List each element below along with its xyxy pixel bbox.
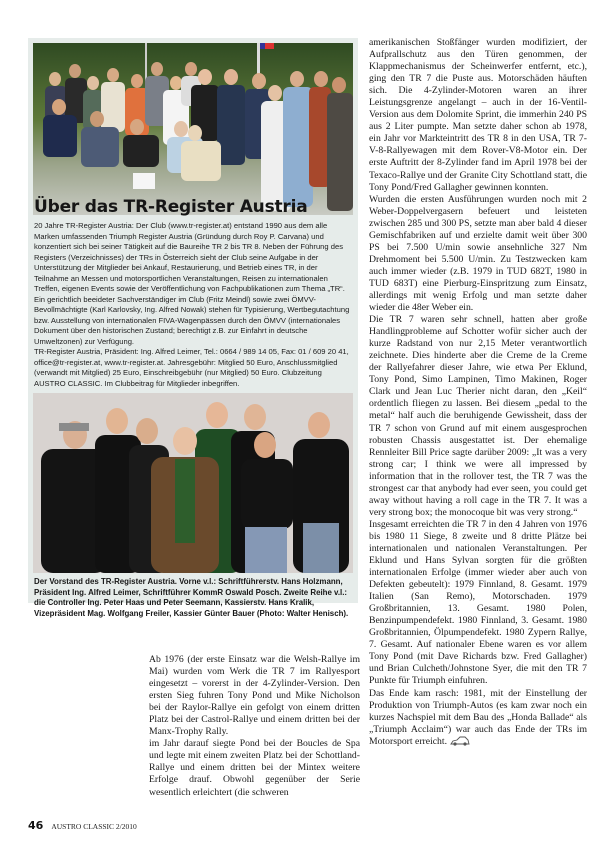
info-box-text [34,221,352,389]
info-paragraph: Ein gerichtlich beeideter Sachverständiger im Club (Fritz Meindl) sowie zwei ÖMVV-Bevollmächtigte (Karl Karlovsky, Ing. Alfred Nowak) stehen für Typisierung, Wertbegutachtung bzw. Ausstellung von internationalen FIVA-Wagenpässen durch den ÖMVV (internationales Dokument über den historischen Zustand; berechtigt z.B. zur Einfahrt in deutsche Umweltzonen) zur Verfügung. [34,294,350,346]
photo-caption: Der Vorstand des TR-Register Austria. Vorne v.l.: Schriftführerstv. Hans Holzmann, Präsident Ing. Alfred Leimer, Schriftführer KommR Oswald Posch. Zweite Reihe v.l.: die Controller Ing. Peter Haas und Peter Seemann, Kassierstv. Hans Kralik, Vizepräsident Mag. Wolfgang Freiler, Kassier Günter Bauer (Photo: Walter Henisch). [34,577,349,618]
page-number: 46 [28,819,44,832]
page-footer [28,816,137,834]
car-end-mark-icon [450,736,470,746]
article-paragraph-final [369,688,587,748]
magazine-issue: AUSTRO CLASSIC 2/2010 [51,822,137,831]
group-photo-members [33,43,353,215]
board-photo [33,393,353,573]
article-paragraph: Die TR 7 waren sehr schnell, hatten aber große Handlingprobleme auf Schotter wofür sicher auch der kurze Radstand von nur 2,15 Meter verantwortlich zeichnete. Dies hinderte aber die Creme de la Creme der Rallyefahrer dieser Jahre, wie etwa Per Eklund, Tony Pond, Simo Lampinen, Timo Makinen, Roger Clark und Jean Luc Therier nicht daran, den „Keil“ ordentlich fliegen zu lassen. Bei diesem „pedal to the metal“ half auch die beruhigende Gewissheit, dass der TR 7 schon von Grund auf mit einem ausgesprochen robusten Chassis ausgestattet ist. Der ehemalige Rennleiter Bill Price sagte darüber 2009: „It was a very strong car; I think we were all impressed by information that in the rollover test, the TR 7 was the strongest car that anybody had ever seen, you could get away without having a roll cage in the TR 7. It was a very strong box; the monocoque bit was very strong.“ [369,314,587,518]
article-column-left [149,654,360,799]
info-paragraph: 20 Jahre TR-Register Austria: Der Club (www.tr-register.at) entstand 1990 aus dem alle Marken umfassenden Triumph Register Austria (Gründung durch Roy P. Carvana) und konzentiert sich bei seiner Tätigkeit auf die Baureihe TR 2 bis TR 8. Neben der Führung des Registers (Verzeichnisses) der TRs in Österreich sieht der Club seine Aufgabe in der Unterstützung der Mitglieder bei Ankauf, Restaurierung, und Betrieb eines TR, in der Teilnahme an Messen und motorsportlichen Veranstaltungen, Reisen zu internationalen Treffen, eigenen Events sowie der Veröffentlichung von Fachpublikationen zum Thema „TR“. [34,221,345,293]
info-paragraph: TR-Register Austria, Präsident: Ing. Alfred Leimer, Tel.: 0664 / 989 14 05, Fax: 01 / 609 20 41, office@tr-register.at, www.tr-register.at. Jahresgebühr: Mitglied 50 Euro, Anschlussmitglied (verwandt mit Mitglied) 25 Euro, Einschreibgebühr (nur Mitglied) 50 Euro. Clubzeitung AUSTRO CLASSIC. Im Clubbeitrag für Mitglieder inbegriffen. [34,347,349,388]
article-final-text: Das Ende kam rasch: 1981, mit der Einstellung der Produktion von Triumph-Autos (es kam zwar noch ein kurzes Nachspiel mit dem Bau des „Honda Ballade“ als „Triumph Acclaim“) war auch das Ende der TRs im Motorsport erreicht. [369,687,587,747]
article-column-right [369,37,587,748]
info-box-title: Über das TR-Register Austria [34,197,308,217]
article-paragraph: Wurden die ersten Ausführungen wurden noch mit 2 Weber-Doppelvergasern befeuert und leisteten zwischen 285 und 300 PS, setzte man aber bald 4 dieser Gemischfabriken auf und erzielte damit weit über 300 PS bei 7.500 U/min sowie ansehnliche 327 Nm Drehmoment bei 5.500 U/min. Zu Testzwecken kam auch immer wieder (z.B. 1979 in TUD 682T, 1980 in TUD 683T) eine Pierburg-Einspritzung zum Einsatz, allerdings mit wenig Erfolg und man setzte daher wieder die 48er Weber ein. [369,193,587,314]
article-paragraph: amerikanischen Stoßfänger wurden modifiziert, der Aufprallschutz aus den Türen genommen, der Klappmechanismus der Scheinwerfer entfernt, etc.), ging den TR 7 die Puste aus. Motorschäden häuften sich. Die 4-Zylinder-Motoren waren an ihrer Leistungsgrenze angelangt – auch in der 16-Ventil-Version aus dem Dolomite Sprint, die immerhin 240 PS aus 2 Liter pumpte. Man setzte daher schon ab 1978, ein Jahr vor Markteintritt des TR 8 in den USA, TR 7-V-8-Rallyewagen mit dem Rover-V8-Motor ein. Der erste Auftritt der 8-Zylinder fand im April 1978 bei der Texaco-Rallye und der Granite City Schottland statt, die Tony Pond/Fred Gallagher gewinnen konnten. [369,37,587,193]
article-paragraph: im Jahr darauf siegte Pond bei der Boucles de Spa und legte mit einem zweiten Platz bei der Schottland-Rallye und einem dritten bei der Mintex weitere Erfolge drauf. Obwohl gegenüber der Serie wesentlich erleichtert (die schweren [149,738,360,798]
article-paragraph: Insgesamt erreichten die TR 7 in den 4 Jahren von 1976 bis 1980 11 Siege, 8 zweite und 8 dritte Plätze bei internationalen und nationalen Veranstaltungen. Per Eklund und Hans Sylvan sorgten für die größten internationalen Erfolge (immer wieder aber auch von Defekten gebeutelt): 1979 Finnland, 8. Gesamt. 1979 Italien (San Remo), Motorschaden. 1979 Großbritannien, 13. Gesamt. 1980 Polen, Benzinpumpendefekt. 1980 Finnland, 3. Gesamt. 1980 Großbritannien, Ölpumpendefekt. 1980 Zypern Rallye, 7. Gesamt. Auf nationaler Ebene waren es vor allem Tony Pond (mit Dave Richards bzw. Fred Gallagher) und Brian Culcheth/Johnstone Syer, die mit den TR 7 Punkte für Triumph einfuhren. [369,518,587,687]
article-paragraph: Ab 1976 (der erste Einsatz war die Welsh-Rallye im Mai) wurden vom Werk die TR 7 im Rallyesport eingesetzt – vorerst in der 4-Zylinder-Version. Den ersten Sieg fuhren Tony Pond und Mike Nicholson bei der Raylor-Rallye ein gefolgt von einem dritten Platz bei der Castrol-Rallye und einem dritten bei der Manx-Trophy Rally. [149,654,360,738]
